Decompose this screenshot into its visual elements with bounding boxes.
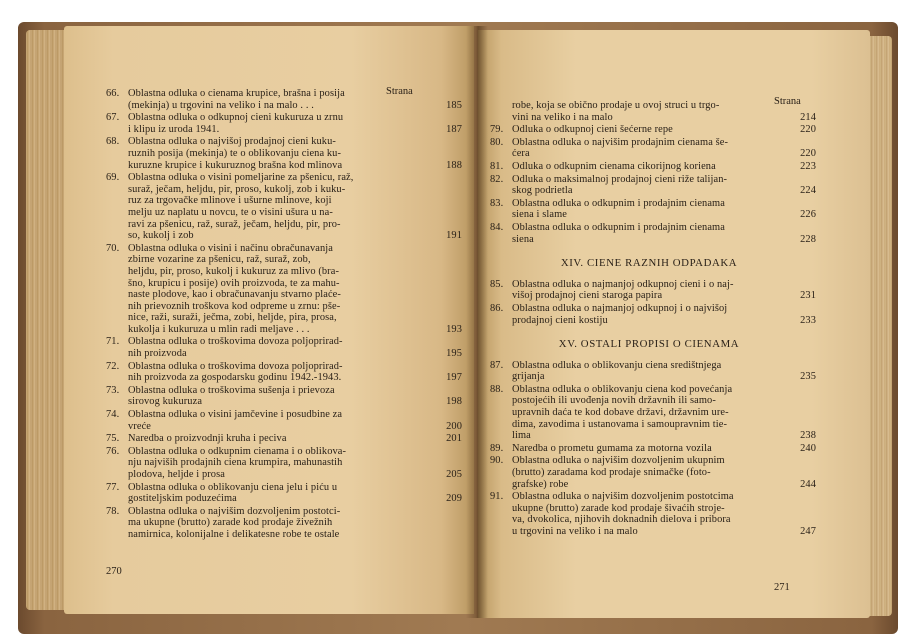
entry-title bbox=[490, 100, 790, 123]
toc-entry bbox=[106, 445, 462, 481]
entry-number: 82. bbox=[490, 173, 504, 185]
entry-title bbox=[512, 303, 790, 326]
entry-title-line: Oblastna odluka o oblikovanju ciena kod povećanja bbox=[512, 383, 733, 395]
toc-entry bbox=[490, 136, 816, 160]
entry-title bbox=[128, 385, 436, 408]
entry-title bbox=[128, 112, 436, 135]
entry-title-line: (mekinja) u trgovini na veliko i na malo . . . bbox=[128, 99, 314, 111]
toc-entry bbox=[106, 88, 462, 111]
entry-title-line: ma ukupne (brutto) zarade kod prodaje živežnih bbox=[128, 517, 333, 529]
entry-title-line: šno, krupicu i posije) ovih proizvoda, te za mahu- bbox=[128, 277, 340, 289]
entry-number: 67. bbox=[106, 112, 120, 124]
entry-number: 74. bbox=[106, 409, 120, 421]
entry-number: 70. bbox=[106, 242, 120, 254]
page-number: 271 bbox=[774, 582, 790, 593]
entry-title-line: siena bbox=[512, 233, 534, 245]
entry-title-line: ćera bbox=[512, 148, 530, 160]
entry-title-line: zbirne vozarine za pšenicu, raž, suraž, zob, bbox=[128, 254, 311, 266]
toc-entry bbox=[490, 302, 816, 326]
entry-title bbox=[512, 384, 790, 442]
entry-title-line: upravnih daća te kod dobave državi, državnim ure- bbox=[512, 407, 729, 419]
entry-title-line: kuruzne krupice i kukuruznog brašna kod mlinova bbox=[128, 159, 343, 171]
entry-title-line: Oblastna odluka o najvišim dozvoljenim ukupnim bbox=[512, 455, 725, 467]
toc-entry bbox=[106, 242, 462, 336]
entry-page-number: 247 bbox=[800, 526, 816, 537]
entry-title-line: Naredba o prometu gumama za motorna vozila bbox=[512, 442, 712, 454]
entry-title-line: Odluka o maksimalnoj prodajnoj cieni riže talijan- bbox=[512, 173, 728, 185]
entry-page-number: 235 bbox=[800, 371, 816, 383]
entry-title-line: Oblastna odluka o visini jamčevine i posudbine za bbox=[128, 409, 343, 421]
entry-number: 77. bbox=[106, 481, 120, 493]
entry-page-number: 193 bbox=[446, 323, 462, 335]
toc-entry bbox=[490, 124, 816, 136]
entry-title-line: i klipu iz uroda 1941. bbox=[128, 123, 220, 135]
entry-title-line: dima, zavodima i ustanovama i samoupravnim tie- bbox=[512, 418, 728, 430]
entry-number: 83. bbox=[490, 197, 504, 209]
entry-title-line: suraž, ječam, heljdu, pir, proso, kukolj, zob i kuku- bbox=[128, 183, 346, 195]
entry-title bbox=[128, 433, 436, 445]
entry-title bbox=[512, 124, 790, 136]
section-heading: XIV. CIENE RAZNIH ODPADAKA bbox=[560, 257, 738, 270]
entry-number: 80. bbox=[490, 136, 504, 148]
page-column-header: Strana bbox=[774, 96, 801, 107]
entry-title-line: ruz za trgovačke mlinove i ušurne mlinove, koji bbox=[128, 195, 332, 207]
entry-title-line: kukolja i kukuruza u mlin radi meljave . . . bbox=[128, 323, 310, 335]
entry-number: 87. bbox=[490, 359, 504, 371]
toc-entry bbox=[490, 455, 816, 490]
entry-title bbox=[512, 174, 790, 197]
page-column-header: Strana bbox=[386, 86, 413, 97]
toc-entry bbox=[106, 136, 462, 171]
entry-title-line: Odluka o odkupnoj cieni šećerne repe bbox=[512, 124, 673, 136]
entry-title-line: nju najviših prodajnih ciena krumpira, mahunastih bbox=[128, 457, 343, 469]
entry-page-number: 197 bbox=[446, 372, 462, 384]
entry-title-line: Oblastna odluka o najvišim prodajnim cienama še- bbox=[512, 136, 729, 148]
entry-title bbox=[512, 360, 790, 383]
right-page bbox=[478, 30, 870, 618]
entry-title-line: naste plodove, kao i obračunavanju stvarno plaće- bbox=[128, 289, 341, 301]
entry-title-line: Naredba o proizvodnji kruha i peciva bbox=[128, 433, 287, 445]
entry-title bbox=[128, 136, 436, 171]
entry-title-line: heljdu, pir, proso, kukolj i kukuruz za mlivo (bra- bbox=[128, 265, 340, 277]
entry-title-line: nih prievoznih troškova kod odpreme u zrnu: pše- bbox=[128, 300, 341, 312]
entry-title bbox=[128, 243, 436, 336]
entry-title-line: lima bbox=[512, 430, 531, 442]
entry-title-line: ukupne (brutto) zarade kod prodaje šivaćih stroje- bbox=[512, 502, 725, 514]
entry-number: 90. bbox=[490, 455, 504, 467]
entry-title-line: Oblastna odluka o najvišim dozvoljenim postotci- bbox=[128, 505, 341, 517]
toc-entry bbox=[106, 336, 462, 360]
entry-number: 84. bbox=[490, 221, 504, 233]
toc-entry bbox=[490, 359, 816, 383]
entry-page-number: 200 bbox=[446, 420, 462, 432]
book-gutter bbox=[466, 26, 488, 618]
entry-title-line: va, dvokolica, njihovih doknadnih dielova i pribora bbox=[512, 514, 731, 526]
entry-number: 76. bbox=[106, 445, 120, 457]
toc-entry bbox=[106, 172, 462, 242]
entry-title bbox=[128, 172, 436, 242]
entry-title-line: višoj prodajnoj cieni staroga papira bbox=[512, 290, 663, 302]
toc-entry bbox=[106, 384, 462, 408]
entry-title bbox=[512, 455, 790, 490]
entry-title-line: skog podrietla bbox=[512, 185, 573, 197]
entry-page-number: 220 bbox=[800, 124, 816, 136]
entry-title-line: postojećih ili uvođenja novih državnih ili samo- bbox=[512, 395, 716, 407]
entry-number: 85. bbox=[490, 278, 504, 290]
entry-title-line: nih proizvoda za gospodarsku godinu 1942.-1943. bbox=[128, 372, 342, 384]
entry-page-number: 240 bbox=[800, 442, 816, 454]
entry-title-line: robe, koja se obično prodaje u ovoj struci u trgo- bbox=[512, 100, 720, 111]
toc-entry bbox=[490, 383, 816, 442]
entry-title-line: Oblastna odluka o najmanjoj odkupnoj i o najvišoj bbox=[512, 302, 728, 314]
entry-page-number: 209 bbox=[446, 493, 462, 505]
entry-page-number: 223 bbox=[800, 160, 816, 172]
entry-title bbox=[512, 279, 790, 302]
toc-entry bbox=[490, 197, 816, 221]
toc-entry bbox=[490, 278, 816, 302]
entry-title-line: nice, raži, suraži, ječma, zobi, heljde, pira, prosa, bbox=[128, 312, 337, 324]
toc-entry bbox=[490, 442, 816, 455]
entry-number: 68. bbox=[106, 136, 120, 148]
entry-title-line: vini na veliko i na malo bbox=[512, 111, 613, 123]
entry-title-line: Oblastna odluka o oblikovanju ciena jelu i piću u bbox=[128, 481, 338, 493]
entry-title bbox=[512, 137, 790, 160]
entry-title bbox=[128, 482, 436, 505]
entry-page-number: 224 bbox=[800, 185, 816, 197]
entry-title bbox=[512, 222, 790, 245]
entry-page-number: 185 bbox=[446, 99, 462, 111]
entry-number: 88. bbox=[490, 383, 504, 395]
entry-number: 73. bbox=[106, 384, 120, 396]
entry-title-line: namirnica, kolonijalne i delikatesne robe te ostale bbox=[128, 528, 340, 540]
entry-title-line: Oblastna odluka o najmanjoj odkupnoj cieni i o naj- bbox=[512, 278, 734, 290]
entry-number: 81. bbox=[490, 160, 504, 172]
entry-page-number: 205 bbox=[446, 469, 462, 480]
toc-entry bbox=[106, 433, 462, 445]
entry-title bbox=[512, 198, 790, 221]
table-of-contents-left bbox=[106, 88, 462, 542]
entry-title bbox=[128, 409, 436, 432]
page-number: 270 bbox=[106, 566, 122, 577]
entry-title-line: ravi za pšenicu, raž, suraž, ječam, heljdu, pir, pro- bbox=[128, 218, 341, 230]
entry-title-line: Oblastna odluka o visini pomeljarine za pšenicu, raž, bbox=[128, 172, 354, 184]
entry-number: 75. bbox=[106, 433, 120, 445]
entry-title-line: Oblastna odluka o oblikovanju ciena središtnjega bbox=[512, 359, 722, 371]
entry-title-line: Oblastna odluka o troškovima dovoza poljoprirad- bbox=[128, 336, 343, 348]
entry-page-number: 201 bbox=[446, 433, 462, 445]
entry-page-number: 214 bbox=[800, 111, 816, 123]
entry-title-line: siena i slame bbox=[512, 209, 567, 221]
toc-entry bbox=[106, 481, 462, 505]
entry-title-line: grafske) robe bbox=[512, 478, 569, 490]
toc-entry bbox=[490, 221, 816, 245]
entry-number: 66. bbox=[106, 88, 120, 99]
entry-page-number: 226 bbox=[800, 209, 816, 221]
entry-number: 91. bbox=[490, 491, 504, 503]
entry-title bbox=[128, 446, 436, 481]
entry-page-number: 188 bbox=[446, 159, 462, 171]
entry-title-line: prodajnoj cieni kostiju bbox=[512, 314, 608, 326]
entry-number: 71. bbox=[106, 336, 120, 348]
entry-title-line: nih proizvoda bbox=[128, 348, 187, 360]
entry-title-line: (brutto) zaradama kod prodaje snimačke (foto- bbox=[512, 467, 711, 479]
entry-title-line: u trgovini na veliko i na malo bbox=[512, 526, 638, 537]
entry-title-line: Oblastna odluka o odkupnim i prodajnim cienama bbox=[512, 221, 725, 233]
entry-title-line: vreće bbox=[128, 420, 151, 432]
entry-page-number: 187 bbox=[446, 123, 462, 135]
entry-page-number: 220 bbox=[800, 148, 816, 160]
entry-title-line: grijanja bbox=[512, 371, 545, 383]
entry-title-line: gostiteljskim poduzećima bbox=[128, 493, 237, 505]
entry-title-line: Oblastna odluka o troškovima sušenja i prievoza bbox=[128, 384, 335, 396]
toc-entry bbox=[106, 360, 462, 384]
entry-title-line: Oblastna odluka o troškovima dovoza poljoprirad- bbox=[128, 360, 343, 372]
entry-title-line: melju uz naplatu u novcu, te o visini ušura u na- bbox=[128, 206, 333, 218]
entry-number: 89. bbox=[490, 442, 504, 454]
entry-title bbox=[512, 443, 790, 455]
section-heading: XV. OSTALI PROPISI O CIENAMA bbox=[558, 338, 740, 351]
entry-page-number: 195 bbox=[446, 348, 462, 360]
entry-title-line: Oblastna odluka o cienama krupice, brašna i posija bbox=[128, 88, 345, 99]
toc-entry bbox=[490, 491, 816, 537]
entry-page-number: 244 bbox=[800, 478, 816, 490]
entry-number: 79. bbox=[490, 124, 504, 136]
entry-page-number: 198 bbox=[446, 396, 462, 408]
entry-page-number: 231 bbox=[800, 290, 816, 302]
entry-number: 69. bbox=[106, 172, 120, 184]
entry-page-number: 228 bbox=[800, 233, 816, 245]
entry-title-line: Odluka o odkupnim cienama cikorijnog koriena bbox=[512, 160, 716, 172]
toc-entry bbox=[106, 506, 436, 541]
entry-title bbox=[512, 491, 790, 537]
entry-title-line: sirovog kukuruza bbox=[128, 396, 203, 408]
entry-title-line: Oblastna odluka o odkupnim cienama i o oblikova- bbox=[128, 445, 347, 457]
entry-title-line: Oblastna odluka o odkupnim i prodajnim cienama bbox=[512, 197, 725, 209]
toc-entry bbox=[106, 409, 462, 432]
entry-title-line: Oblastna odluka o odkupnoj cieni kukuruza u zrnu bbox=[128, 112, 344, 124]
entry-page-number: 238 bbox=[800, 430, 816, 442]
entry-number: 78. bbox=[106, 505, 120, 517]
entry-title-line: Oblastna odluka o visini i načinu obračunavanja bbox=[128, 242, 333, 254]
toc-entry bbox=[490, 160, 816, 173]
entry-title-line: Oblastna odluka o najvišoj prodajnoj cieni kuku- bbox=[128, 136, 336, 148]
entry-title-line: Oblastna odluka o najvišim dozvoljenim postotcima bbox=[512, 491, 734, 503]
entry-page-number: 191 bbox=[446, 230, 462, 242]
entry-title-line: ruznih posija (mekinja) te o oblikovanju ciena ku- bbox=[128, 147, 342, 159]
entry-title bbox=[128, 506, 436, 541]
entry-title-line: so, kukolj i zob bbox=[128, 230, 194, 242]
entry-number: 86. bbox=[490, 302, 504, 314]
toc-entry bbox=[106, 112, 462, 135]
entry-title bbox=[128, 361, 436, 384]
entry-number: 72. bbox=[106, 360, 120, 372]
entry-title bbox=[512, 161, 790, 173]
entry-title-line: plodova, heljde i prosa bbox=[128, 469, 225, 480]
toc-entry bbox=[490, 173, 816, 197]
entry-title bbox=[128, 336, 436, 359]
entry-title bbox=[128, 88, 436, 111]
entry-page-number: 233 bbox=[800, 314, 816, 326]
left-page bbox=[64, 26, 474, 614]
